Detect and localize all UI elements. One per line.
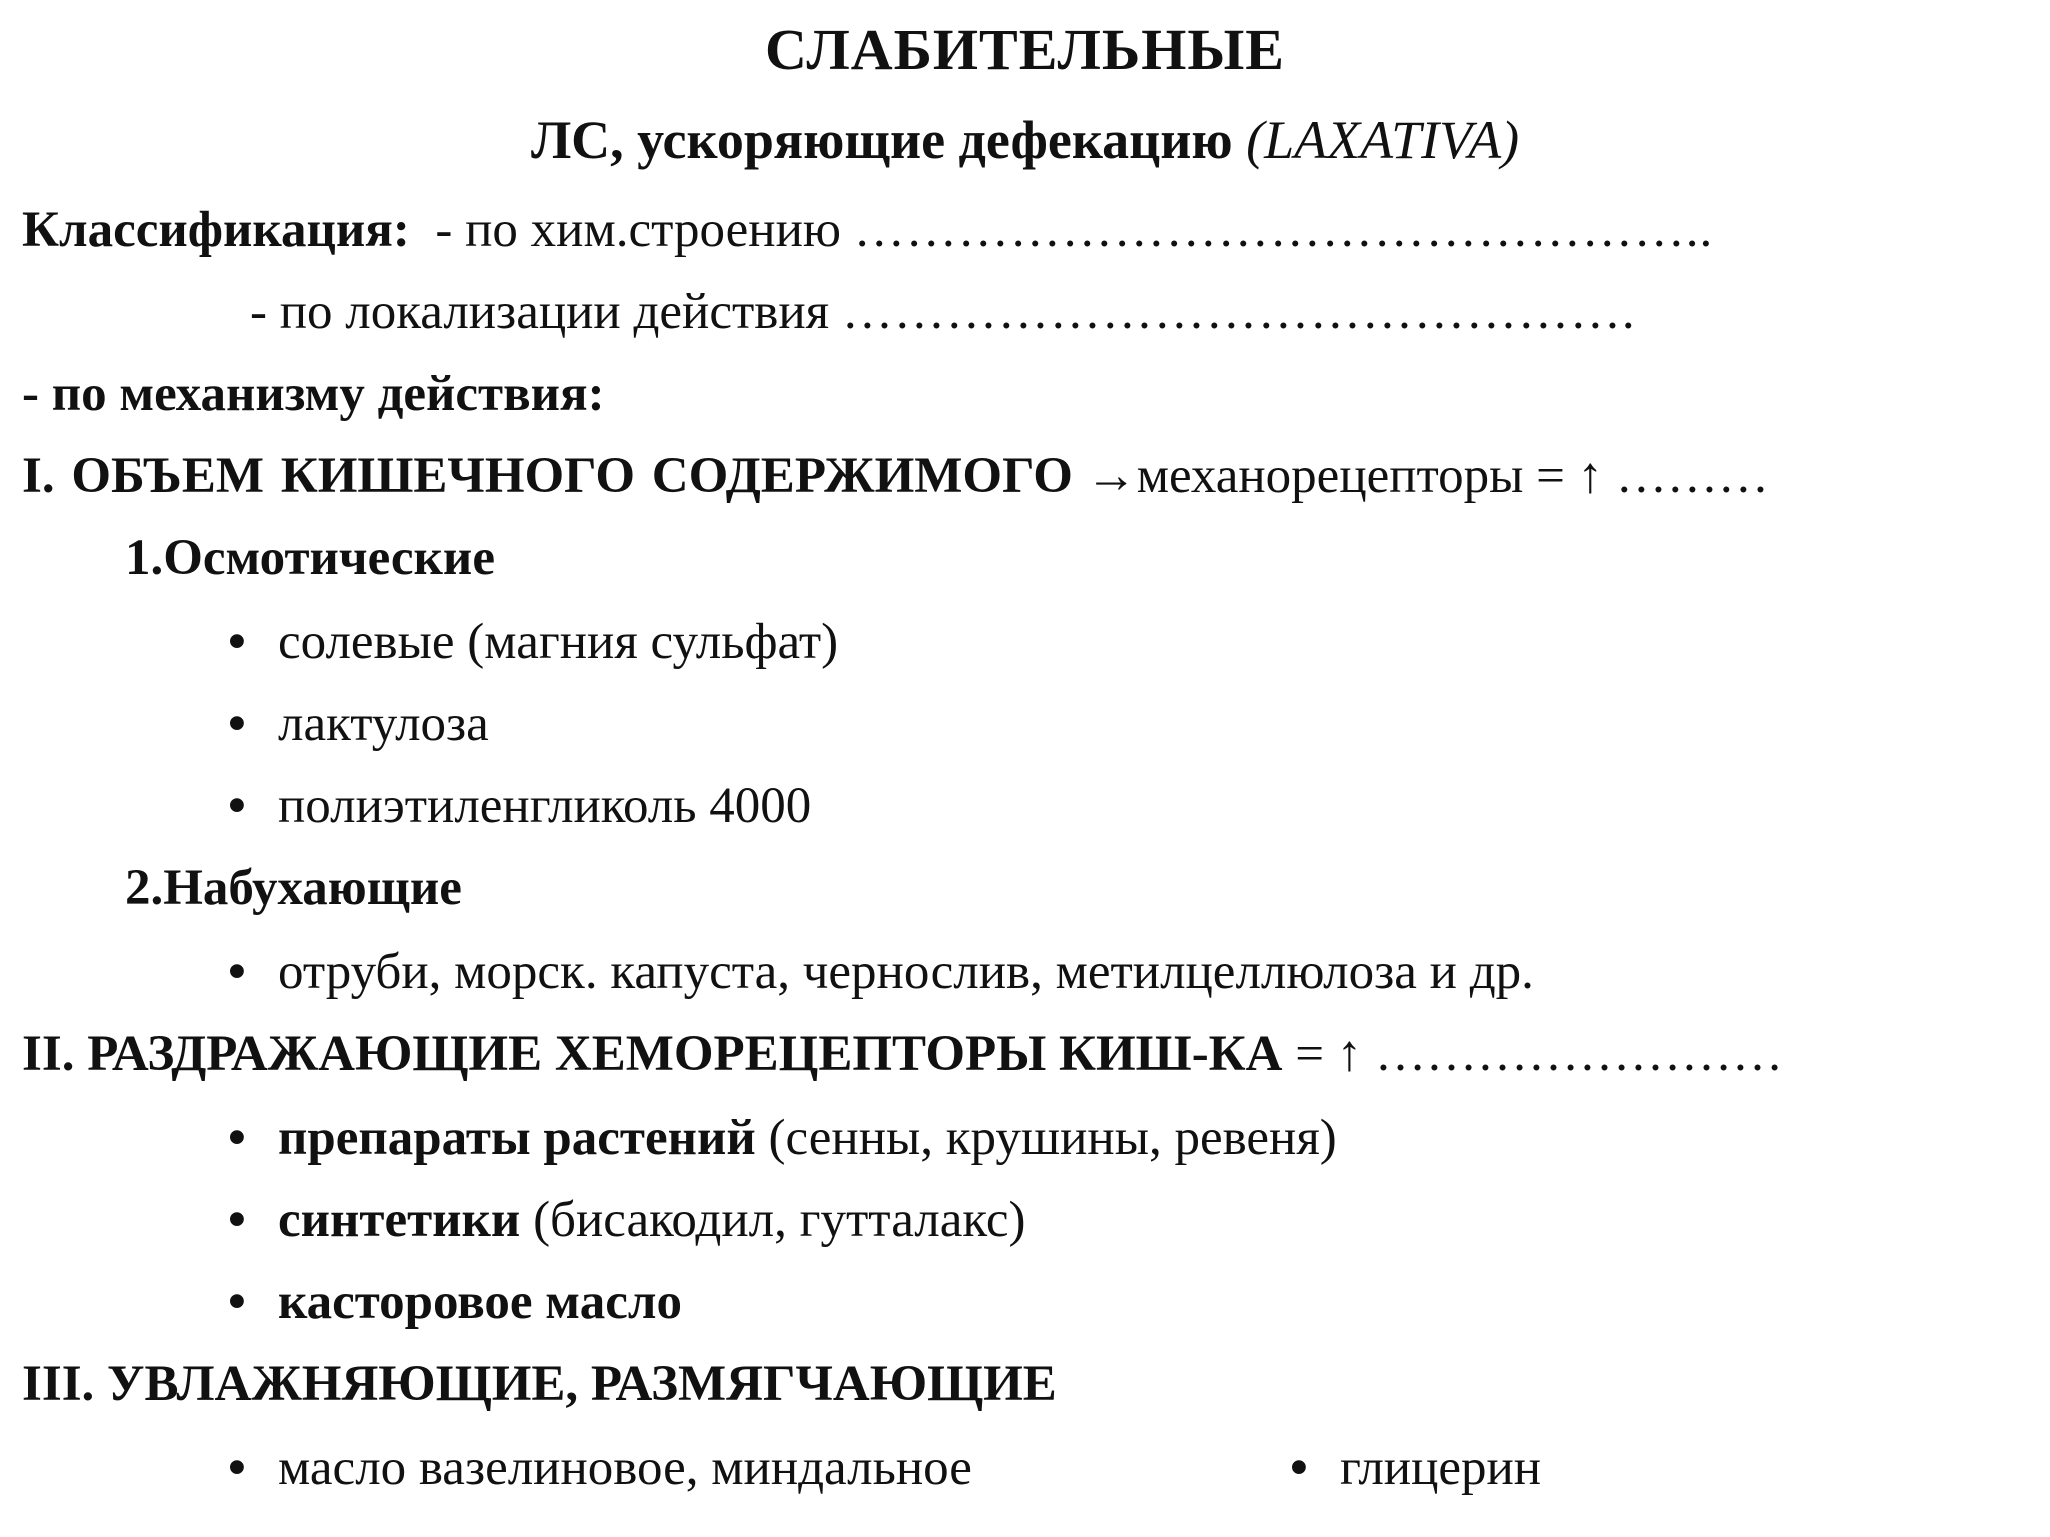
classification-location-dots: ………………………………………. xyxy=(841,284,1636,340)
subtitle-latin: (LAXATIVA) xyxy=(1246,110,1520,170)
section-1-heading-row xyxy=(22,446,1769,506)
list-item xyxy=(228,612,838,672)
bullet-icon: • xyxy=(228,944,246,1000)
list-item xyxy=(228,1190,1026,1250)
list-item xyxy=(228,942,1534,1002)
bullet-icon: • xyxy=(228,1274,246,1330)
list-item xyxy=(228,1108,1337,1168)
list-item xyxy=(228,694,489,754)
list-item xyxy=(228,1272,682,1332)
page-subtitle xyxy=(0,110,2050,170)
list-item-text: (сенны, крушины, ревеня) xyxy=(755,1110,1337,1166)
section-3-heading: III. УВЛАЖНЯЮЩИЕ, РАЗМЯГЧАЮЩИЕ xyxy=(22,1356,1057,1412)
bullet-icon: • xyxy=(1290,1440,1308,1496)
classification-by-mechanism: - по механизму действия: xyxy=(22,366,605,422)
list-item xyxy=(228,1438,972,1498)
list-item-text: (бисакодил, гутталакс) xyxy=(520,1192,1026,1248)
section-2-heading: II. РАЗДРАЖАЮЩИЕ ХЕМОРЕЦЕПТОРЫ КИШ-КА xyxy=(22,1026,1283,1082)
list-item xyxy=(1290,1438,1541,1498)
bullet-icon: • xyxy=(228,1192,246,1248)
list-item-text: глицерин xyxy=(1340,1440,1542,1496)
classification-by-location: - по локализации действия xyxy=(250,284,830,340)
list-item xyxy=(228,776,811,836)
section-1-sub2-title: 2.Набухающие xyxy=(125,860,462,916)
section-2-tail: = ↑ …………………… xyxy=(1282,1026,1783,1082)
bullet-icon: • xyxy=(228,1440,246,1496)
bullet-icon: • xyxy=(228,614,246,670)
subtitle-main: ЛС, ускоряющие дефекацию xyxy=(530,110,1247,170)
bullet-icon: • xyxy=(228,696,246,752)
bullet-icon: • xyxy=(228,778,246,834)
section-2-heading-row xyxy=(22,1024,1783,1084)
classification-chem-dots: ………………………………………….. xyxy=(853,202,1714,258)
classification-chem-row xyxy=(22,200,1713,260)
page-title: СЛАБИТЕЛЬНЫЕ xyxy=(765,17,1285,82)
list-item-text: лактулоза xyxy=(278,696,489,752)
list-item-text: солевые (магния сульфат) xyxy=(278,614,839,670)
classification-by-chem: - по хим.строению xyxy=(435,202,841,258)
list-item-bold: касторовое масло xyxy=(278,1274,682,1330)
list-item-bold: препараты растений xyxy=(278,1110,756,1166)
list-item-text: отруби, морск. капуста, чернослив, метилцеллюлоза и др. xyxy=(278,944,1534,1000)
section-1-tail: →механорецепторы = ↑ ……… xyxy=(1072,448,1769,504)
bullet-icon: • xyxy=(228,1110,246,1166)
list-item-text: масло вазелиновое, миндальное xyxy=(278,1440,972,1496)
section-1-heading: I. ОБЪЕМ КИШЕЧНОГО СОДЕРЖИМОГО xyxy=(22,448,1073,504)
classification-location-row xyxy=(250,282,1636,342)
classification-label: Классификация: xyxy=(22,202,410,258)
section-1-sub1-title: 1.Осмотические xyxy=(125,530,495,586)
list-item-text: полиэтиленгликоль 4000 xyxy=(278,778,812,834)
section-3-heading-row xyxy=(22,1354,1057,1414)
list-item-bold: синтетики xyxy=(278,1192,521,1248)
